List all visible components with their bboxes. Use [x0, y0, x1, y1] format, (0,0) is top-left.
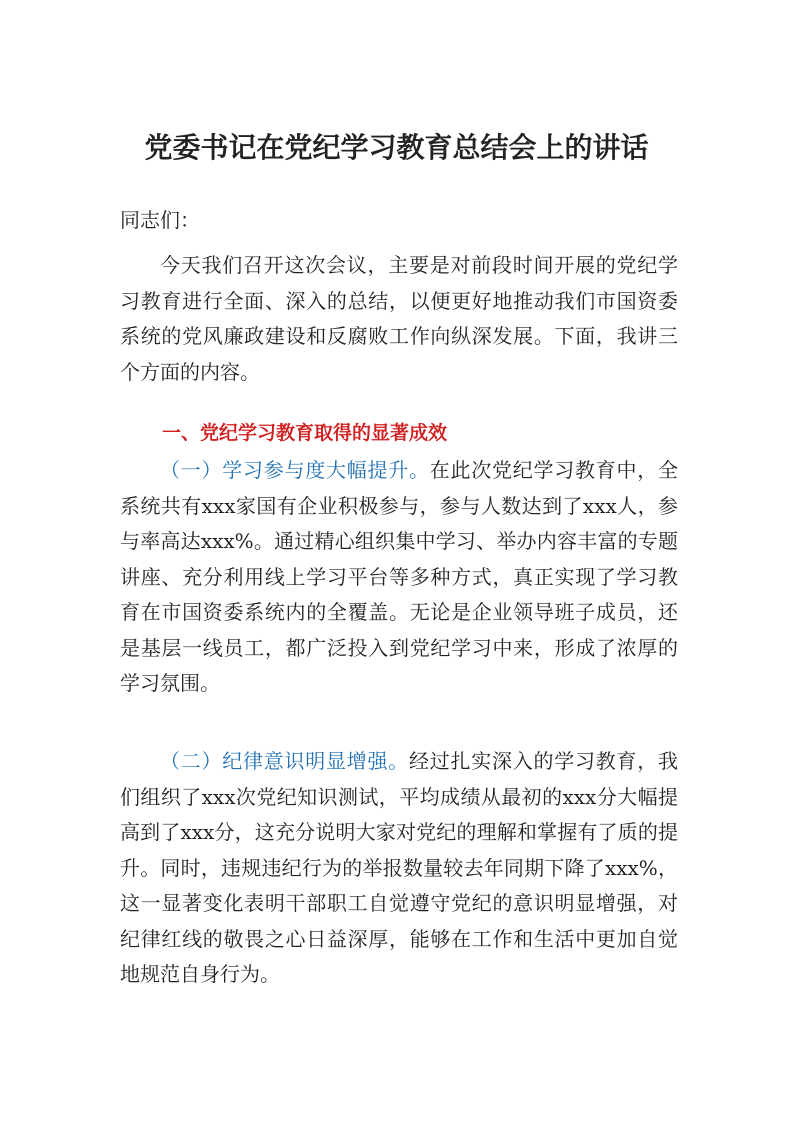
paragraph-discipline [120, 744, 678, 993]
subheading-discipline: （二）纪律意识明显增强。 [160, 749, 409, 773]
subheading-participation: （一）学习参与度大幅提升。 [160, 458, 430, 482]
document-title: 党委书记在党纪学习教育总结会上的讲话 [144, 131, 649, 164]
salutation: 同志们： [120, 208, 200, 232]
paragraph-participation [120, 453, 678, 702]
section-heading-1: 一、党纪学习教育取得的显著成效 [162, 422, 448, 444]
intro-paragraph: 今天我们召开这次会议，主要是对前段时间开展的党纪学习教育进行全面、深入的总结，以便更好地推动我们市国资委系统的党风廉政建设和反腐败工作向纵深发展。下面，我讲三个方面的内容。 [120, 253, 678, 384]
paragraph-discipline-text: 经过扎实深入的学习教育，我们组织了xxx次党纪知识测试，平均成绩从最初的xxx分大幅提高到了xxx分，这充分说明大家对党纪的理解和掌握有了质的提升。同时，违规违纪行为的举报数量较去年同期下降了xxx%，这一显著变化表明干部职工自觉遵守党纪的意识明显增强，对纪律红线的敬畏之心日益深厚，能够在工作和生活中更加自觉地规范自身行为。 [120, 749, 678, 986]
paragraph-participation-text: 在此次党纪学习教育中，全系统共有xxx家国有企业积极参与，参与人数达到了xxx人，参与率高达xxx%。通过精心组织集中学习、举办内容丰富的专题讲座、充分利用线上学习平台等多种方式，真正实现了学习教育在市国资委系统内的全覆盖。无论是企业领导班子成员，还是基层一线员工，都广泛投入到党纪学习中来，形成了浓厚的学习氛围。 [120, 458, 678, 695]
